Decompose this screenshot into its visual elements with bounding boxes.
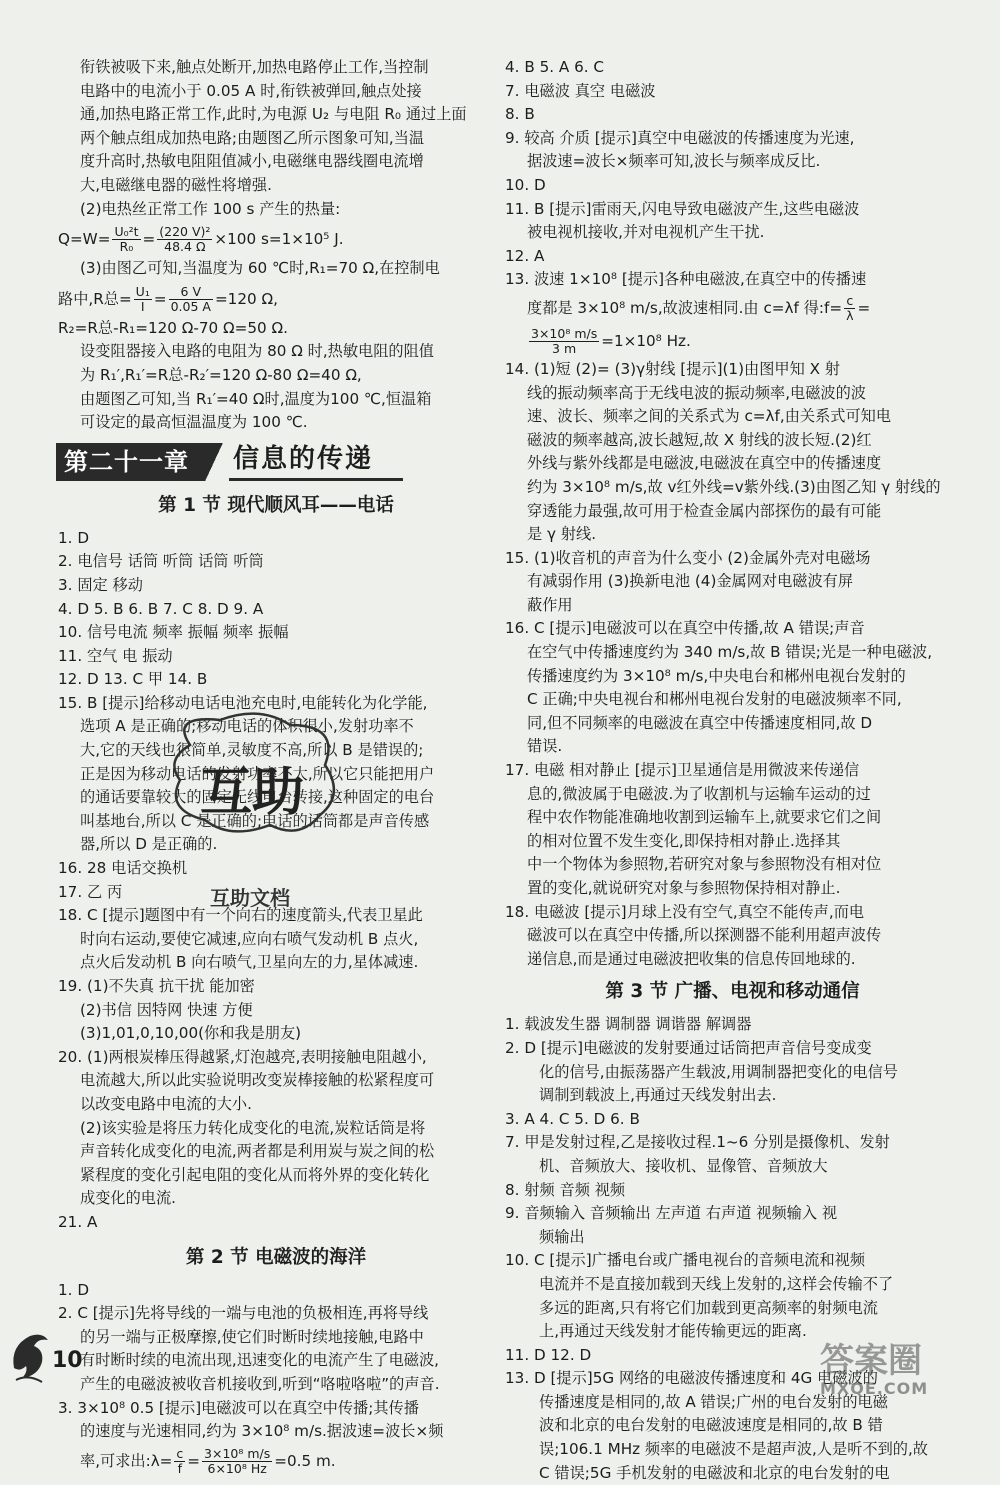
text-line: C 正确;中央电视台和郴州电视台发射的电磁波频率不同, [527, 690, 902, 709]
text-line: (3)由图乙可知,当温度为 60 ℃时,R₁=70 Ω,在控制电 [80, 259, 440, 278]
text-line: 的相对位置不发生变化,即保持相对静止.选择其 [527, 831, 841, 850]
left-column [58, 56, 494, 1478]
text-line: 时向右运动,要使它减速,应向右喷气发动机 B 点火, [80, 929, 419, 948]
text-line: 3. 3×10⁸ 0.5 [提示]电磁波可以在真空中传播;其传播 [58, 1398, 419, 1417]
text-line: 点火后发动机 B 向右喷气,卫星向左的力,星体减速. [80, 953, 419, 972]
fraction: $\frac{c}{f}$ [176, 1445, 184, 1476]
text-line: 紧程度的变化引起电阻的变化从而将外界的变化转化 [80, 1165, 430, 1184]
banner-slant [203, 443, 225, 481]
text-line: 误;106.1 MHz 频率的电磁波不是超声波,人是听不到的,故 [539, 1440, 928, 1459]
section-title: 第 2 节 电磁波的海洋 [185, 1246, 367, 1268]
text-line: 21. A [58, 1212, 98, 1231]
text-line: 穿透能力最强,故可用于检查金属内部探伤的最有可能 [527, 501, 882, 520]
text-line: 叫基地台,所以 C 是正确的;电话的话筒都是声音传感 [80, 811, 430, 830]
text-line: 有减弱作用 (3)换新电池 (4)金属网对电磁波有屏 [527, 572, 854, 591]
section-title: 第 3 节 广播、电视和移动通信 [605, 981, 860, 1003]
right-block-a [505, 56, 960, 292]
text-line: 在空气中传播速度约为 340 m/s,故 B 错误;光是一种电磁波, [527, 643, 933, 662]
page-number-text: 10 [52, 1348, 83, 1373]
watermark-main: 互助 [200, 762, 305, 823]
text-line: 置的变化,就说研究对象与参照物保持相对静止. [527, 879, 841, 897]
text-line: 18. C [提示]题图中有一个向右的速度箭头,代表卫星此 [58, 906, 423, 925]
watermark-sub: 互助文档 [210, 886, 290, 910]
text-line: 11. D 12. D [505, 1345, 592, 1364]
text-line: 10. D [505, 175, 546, 194]
text-line: 18. 电磁波 [提示]月球上没有空气,真空不能传声,而电 [505, 902, 865, 921]
text-line: 传播速度是相同的,故 A 错误;广州的电台发射的电磁 [539, 1392, 888, 1411]
text-line: C 错误;5G 手机发射的电磁波和北京的电台发射的电 [539, 1463, 890, 1482]
after-block [58, 317, 494, 435]
text-line: 设变阻器接入电路的电阻为 80 Ω 时,热敏电阻的阻值 [80, 342, 434, 361]
text-line: (2)该实验是将压力转化成变化的电流,炭粒话筒是将 [80, 1118, 426, 1137]
wavelength-formula: 率,可求出:λ= $\frac{c}{f}$ = $\frac{\text{3×10⁸ m/s}}{\text{6×10⁸ Hz}}$ =0.5 m. [80, 1445, 336, 1476]
heat-formula: Q=W= $\frac{\text{U₀²t}}{\text{R₀}}$ = $\frac{\text{(220 V)²}}{48.4 \Omega}$ ×100 s=1×10⁵ J. [58, 224, 344, 255]
text-line: 15. (1)收音机的声音为什么变小 (2)金属外壳对电磁场 [505, 548, 871, 567]
text-line: 15. B [提示]给移动电话电池充电时,电能转化为化学能, [58, 693, 428, 712]
dolphin-icon [8, 1328, 56, 1384]
section2-answers [58, 1279, 494, 1444]
fraction: $\frac{c}{\lambda}$ [846, 292, 854, 323]
text-line: R₂=R总-R₁=120 Ω-70 Ω=50 Ω. [58, 318, 288, 337]
text-line: 息的,微波属于电磁波.为了收割机与运输车运动的过 [527, 784, 871, 803]
text-line: 成变化的电流. [80, 1189, 176, 1208]
fraction: $\frac{\text{3×10⁸ m/s}}{3 m}$ [531, 325, 598, 356]
text-line: 11. B [提示]雷雨天,闪电导致电磁波产生,这些电磁波 [505, 199, 860, 218]
text-line: 声音转化成变化的电流,两者都是利用炭与炭之间的松 [80, 1142, 435, 1161]
text-line: 16. 28 电话交换机 [58, 859, 188, 878]
text-line: 递信息,而是通过电磁波把收集的信息传回地球的. [527, 949, 856, 968]
chapter-number: 第二十一章 [56, 443, 203, 481]
text-line: 大,电磁继电器的磁性将增强. [80, 175, 272, 194]
text-line: 化的信号,由振荡器产生载波,用调制器把变化的电信号 [539, 1062, 898, 1081]
text-line: 12. A [505, 246, 545, 265]
text-line: 据波速=波长×频率可知,波长与频率成反比. [527, 152, 821, 171]
text-line: 电流越大,所以此实验说明改变炭棒接触的松紧程度可 [80, 1071, 435, 1090]
chapter-banner [56, 441, 494, 483]
text-line: 波和北京的电台发射的电磁波速度是相同的,故 B 错 [539, 1416, 883, 1435]
section1-answers [58, 527, 494, 1235]
text-line: 程中农作物能准确地收割到运输车上,就要求它们之间 [527, 808, 882, 827]
text-line: 速、波长、频率之间的关系式为 c=λf,由关系式可知电 [527, 407, 892, 426]
text-line: 1. 载波发生器 调制器 调谐器 解调器 [505, 1015, 752, 1034]
text-line: 10. C [提示]广播电台或广播电视台的音频电流和视频 [505, 1251, 866, 1270]
text-line: 衔铁被吸下来,触点处断开,加热电路停止工作,当控制 [80, 58, 429, 76]
text-line: 13. D [提示]5G 网络的电磁波传播速度和 4G 电磁波的 [505, 1369, 878, 1388]
text-line: 多远的距离,只有将它们加载到更高频率的射频电流 [539, 1298, 878, 1317]
text-line: 磁波的频率越高,波长越短,故 X 射线的波长短.(2)红 [527, 430, 872, 449]
corner-logo [820, 1342, 998, 1406]
text-line: 13. 波速 1×10⁸ [提示]各种电磁波,在真空中的传播速 [505, 270, 867, 289]
fraction: $\frac{\text{(220 V)²}}{48.4 \Omega}$ [159, 224, 211, 255]
text-line: 可设定的最高恒温温度为 100 ℃. [80, 413, 308, 432]
text-line: 正是因为移动电话的发射功率不大,所以它只能把用户 [80, 764, 435, 783]
text-line: 的速度与光速相同,约为 3×10⁸ m/s.据波速=波长×频 [80, 1422, 444, 1441]
text-line: (2)电热丝正常工作 100 s 产生的热量: [80, 199, 341, 218]
text-line: 12. D 13. C 甲 14. B [58, 670, 208, 689]
right-column [505, 56, 960, 1485]
text-line: 2. 电信号 话筒 听筒 话筒 听筒 [58, 552, 264, 571]
text-line: 8. B [505, 105, 535, 124]
text-line: 16. C [提示]电磁波可以在真空中传播,故 A 错误;声音 [505, 619, 865, 638]
fraction: $\frac{\text{3×10⁸ m/s}}{\text{6×10⁸ Hz}}$ [204, 1445, 271, 1476]
page-number [8, 1328, 83, 1388]
text-line: 大,它的天线也很简单,灵敏度不高,所以 B 是错误的; [80, 741, 424, 760]
section-title: 第 1 节 现代顺风耳——电话 [158, 494, 394, 516]
right-block-b [505, 358, 960, 971]
frequency-formula: 度都是 3×10⁸ m/s,故波速相同.由 c=λf 得:f= $\frac{c}{\lambda}$ = [527, 292, 871, 323]
fraction: $\frac{\text{U₁}}{I}$ [135, 283, 150, 314]
text-line: 电流并不是直接加载到天线上发射的,这样会传输不了 [539, 1274, 894, 1293]
text-line: 20. (1)两根炭棒压得越紧,灯泡越亮,表明接触电阻越小, [58, 1047, 427, 1066]
corner-logo-text: 答案圈 [820, 1341, 922, 1381]
text-line: 通,加热电路正常工作,此时,为电源 U₂ 与电阻 R₀ 通过上面 [80, 105, 467, 124]
text-line: 10. 信号电流 频率 振幅 频率 振幅 [58, 623, 289, 642]
text-line: 9. 较高 介质 [提示]真空中电磁波的传播速度为光速, [505, 128, 855, 147]
text-line: 2. D [提示]电磁波的发射要通过话筒把声音信号变成变 [505, 1038, 872, 1057]
text-line: 8. 射频 音频 视频 [505, 1180, 626, 1199]
text-line: 磁波可以在真空中传播,所以探测器不能利用超声波传 [527, 926, 882, 945]
text-line: 错误. [527, 737, 563, 756]
corner-logo-url: MXQE.COM [820, 1379, 929, 1398]
fraction: $\frac{\text{U₀²t}}{\text{R₀}}$ [114, 224, 139, 255]
text-line: 电路中的电流小于 0.05 A 时,衔铁被弹回,触点处接 [80, 81, 422, 100]
text-line: (2)书信 因特网 快速 方便 [80, 1000, 253, 1019]
text-line: 2. C [提示]先将导线的一端与电池的负极相连,再将导线 [58, 1304, 429, 1323]
frequency-result: $\frac{\text{3×10⁸ m/s}}{3 m}$ =1×10⁸ Hz. [531, 325, 691, 356]
text-line: 为 R₁′,R₁′=R总-R₂′=120 Ω-80 Ω=40 Ω, [80, 365, 362, 384]
text-line: 外线与紫外线都是电磁波,电磁波在真空中的传播速度 [527, 454, 882, 473]
text-line: 19. (1)不失真 抗干扰 能加密 [58, 977, 255, 995]
text-line: 是 γ 射线. [527, 525, 597, 544]
text-line: 7. 甲是发射过程,乙是接收过程.1~6 分别是摄像机、发射 [505, 1133, 890, 1152]
chapter-title: 信息的传递 [229, 442, 403, 481]
text-line: 3. A 4. C 5. D 6. B [505, 1109, 640, 1128]
text-line: 7. 电磁波 真空 电磁波 [505, 81, 656, 100]
text-line: 由题图乙可知,当 R₁′=40 Ω时,温度为100 ℃,恒温箱 [80, 389, 432, 408]
intro-block [58, 56, 494, 221]
text-line: 14. (1)短 (2)= (3)γ射线 [提示](1)由图甲知 X 射 [505, 359, 841, 378]
text-line: 调制到载波上,再通过天线发射出去. [539, 1086, 777, 1105]
text-line: 同,但不同频率的电磁波在真空中传播速度相同,故 D [527, 713, 873, 732]
text-line: 中一个物体为参照物,若研究对象与参照物没有相对位 [527, 855, 882, 874]
text-line: 1. D [58, 1280, 90, 1299]
text-line: 被电视机接收,并对电视机产生干扰. [527, 223, 765, 242]
formula-text: Q=W= [58, 230, 111, 249]
text-line: 约为 3×10⁸ m/s,故 v红外线=v紫外线.(3)由图乙知 γ 射线的 [527, 477, 941, 496]
text-line: 器,所以 D 是正确的. [80, 835, 218, 854]
text-line: 1. D [58, 528, 90, 547]
text-line: 17. 乙 丙 [58, 882, 123, 901]
text-line: 线的振动频率高于无线电波的振动频率,电磁波的波 [527, 383, 866, 402]
text-line: 的通话要靠较大的固定无线电台转接,这种固定的电台 [80, 788, 435, 807]
text-line: 度升高时,热敏电阻阻值减小,电磁继电器线圈电流增 [80, 152, 424, 171]
text-line: 4. D 5. B 6. B 7. C 8. D 9. A [58, 599, 264, 618]
text-line: 两个触点组成加热电路;由题图乙所示图象可知,当温 [80, 128, 425, 147]
text-line: 3. 固定 移动 [58, 575, 143, 594]
text-line: 蔽作用 [527, 595, 573, 614]
section3-answers [505, 1013, 960, 1485]
text-line: 频输出 [539, 1227, 585, 1246]
text-line: 17. 电磁 相对静止 [提示]卫星通信是用微波来传递信 [505, 761, 860, 780]
fraction: $\frac{6 V}{0.05 A}$ [170, 283, 211, 314]
text-line: 以改变电路中电流的大小. [80, 1094, 252, 1113]
text-line: 11. 空气 电 振动 [58, 646, 173, 665]
text-line: 4. B 5. A 6. C [505, 58, 605, 76]
text-line: 机、音频放大、接收机、显像管、音频放大 [539, 1156, 828, 1175]
text-line: 9. 音频输入 音频输出 左声道 右声道 视频输入 视 [505, 1204, 838, 1223]
text-line: (3)1,01,0,10,00(你和我是朋友) [80, 1024, 302, 1043]
text-line: 上,再通过天线发射才能传输更远的距离. [539, 1322, 807, 1341]
text-line: 选项 A 是正确的;移动电话的体积很小,发射功率不 [80, 717, 414, 736]
text-line: 的另一端与正极摩擦,使它们时断时续地接触,电路中 [80, 1327, 424, 1346]
resistance-formula: 路中,R总= $\frac{\text{U₁}}{I}$ = $\frac{6 V}{0.05 A}$ =120 Ω, [58, 283, 278, 314]
text-line: 有时断时续的电流出现,迅速变化的电流产生了电磁波, [80, 1351, 439, 1370]
text-line: 产生的电磁波被收音机接收到,听到“咯啦咯啦”的声音. [80, 1374, 440, 1393]
text-line: 传播速度约为 3×10⁸ m/s,中央电台和郴州电视台发射的 [527, 666, 906, 685]
